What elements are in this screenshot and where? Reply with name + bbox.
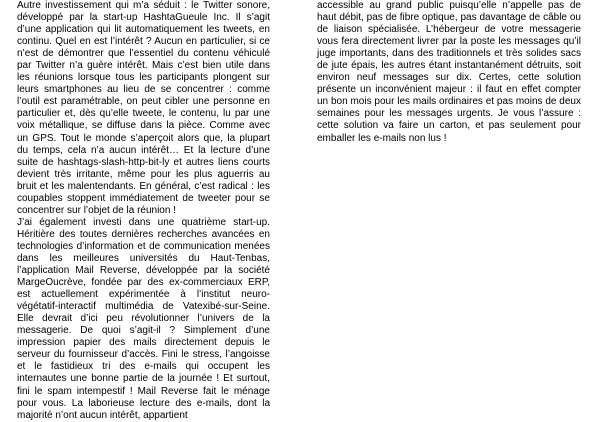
- paragraph-mail-reverse: J’ai également investi dans une quatrième start-up. Héritière des toutes dernières recherches avancées en technologies d’information et de communication menées dans les meilleures universités du Haut-Tenbas, l’application Mail Reverse, développée par la société MargeOucrève, fondée par des ex-commerciaux ERP, est actuellement expérimentée à l’institut neuro-végétatif-interactif multimédia de Vatexibé-sur-Seine. Elle devrait d’ici peu révolutionner l’univers de la messagerie. De quoi s’agit-il ? Simplement d’une impression papier des mails directement depuis le serveur du fournisseur d’accès. Fini le stress, l’angoisse et le fastidieux tri des e-mails qui occupent les internautes une bonne partie de la journée ! Et surtout, fini le spam intempestif ! Mail Reverse fait le ménage pour vous. La laborieuse lecture des e-mails, dont la majorité n’ont aucun intérêt, appartient: [17, 216, 270, 421]
- right-text-column: [317, 0, 581, 160]
- left-text-column: [17, 0, 270, 421]
- paragraph-mail-delivery: accessible au grand public puisqu’elle n’appelle pas de haut débit, pas de fibre optique, pas davantage de câble ou de liaison spécialisée. L’hébergeur de votre messagerie vous fera directement livrer par la poste les messages qu’il juge importants, dans des traditionnels et très solides sacs de jute épais, les autres étant instantanément détruits, soit environ neuf messages sur dix. Certes, cette solution présente un inconvénient majeur : il faut en effet compter un bon mois pour les mails ordinaires et pas moins de deux semaines pour les messages urgents. Je vous l’assure : cette solution va faire un carton, et pas seulement pour emballer les e-mails non lus !: [317, 0, 581, 144]
- paragraph-twitter-sonore: Autre investissement qui m’a séduit : le Twitter sonore, développé par la start-up HashtaGueule Inc. Il s’agit d’une application qui lit automatiquement les tweets, en continu. Quel en est l’intérêt ? Aucun en particulier, si ce n’est de démontrer que l’essentiel du contenu véhiculé par Twitter n’a guère intérêt. Mais c’est bien utile dans les réunions lorsque tous les participants plongent sur leurs smartphones au lieu de se concentrer : comme l’outil est paramétrable, on peut cibler une personne en particulier et, dès qu’elle tweete, le contenu, lu par une voix métallique, se diffuse dans la pièce. Comme avec un GPS. Tout le monde s’aperçoit alors que, la plupart du temps, cela n’a aucun intérêt… Et la lecture d’une suite de hashtags-slash-http-bit-ly et autres liens courts devient très irritante, même pour les plus aguerris au bruit et les malentendants. En général, c’est radical : les coupables stoppent immédiatement de tweeter pour se concentrer sur l’objet de la réunion !: [17, 0, 270, 216]
